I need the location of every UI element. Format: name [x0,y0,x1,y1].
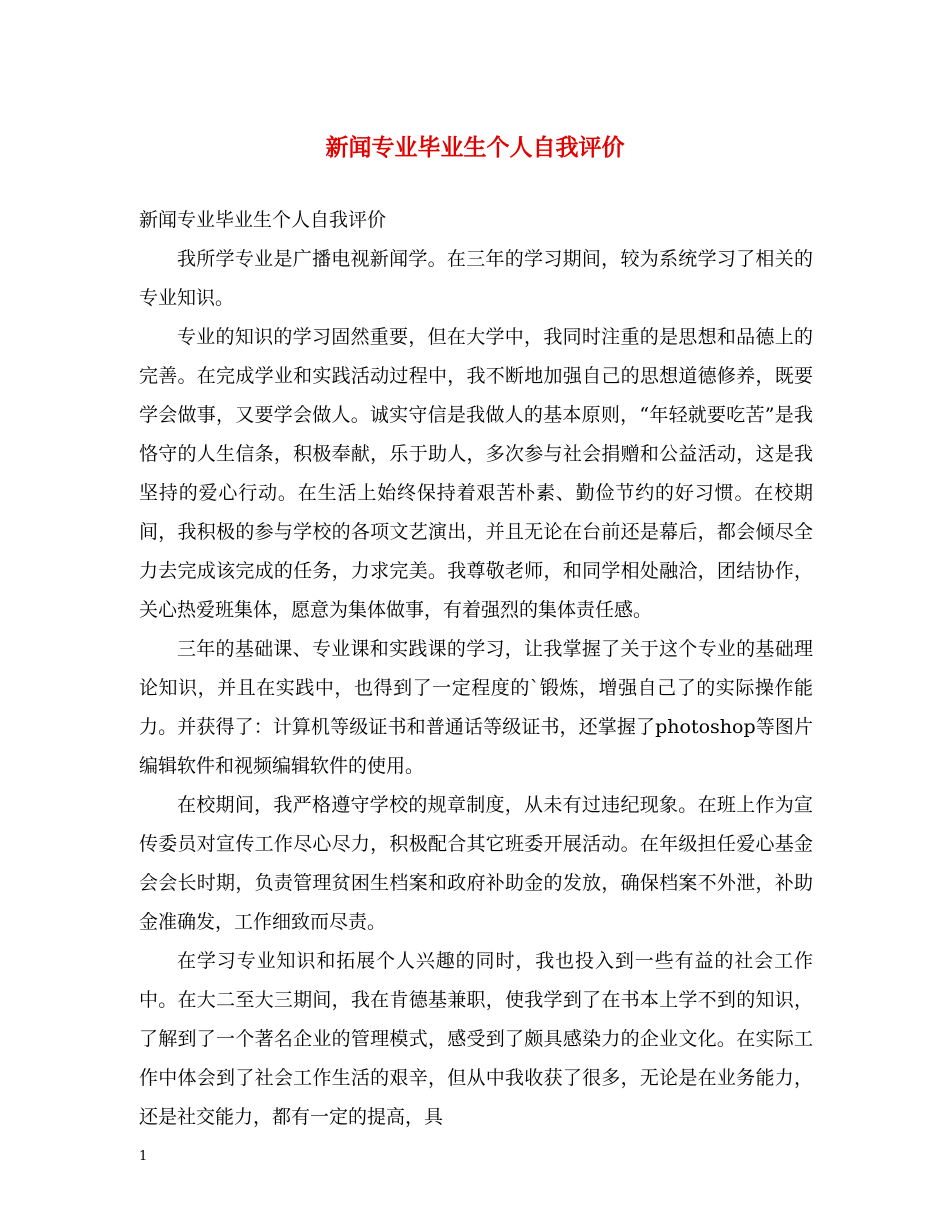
paragraph-courses: 三年的基础课、专业课和实践课的学习，让我掌握了关于这个专业的基础理论知识，并且在实践中，也得到了一定程度的`锻炼，增强自己了的实际操作能力。并获得了：计算机等级证书和普通话等级证书，还掌握了photoshop等图片编辑软件和视频编辑软件的使用。 [139,638,813,777]
document-subheading: 新闻专业毕业生个人自我评价 [139,209,387,231]
paragraph-study: 我所学专业是广播电视新闻学。在三年的学习期间，较为系统学习了相关的专业知识。 [139,248,813,309]
paragraph-social-work: 在学习专业知识和拓展个人兴趣的同时，我也投入到一些有益的社会工作中。在大二至大三期间，我在肯德基兼职，使我学到了在书本上学不到的知识，了解到了一个著名企业的管理模式，感受到了颇具感染力的企业文化。在实际工作中体会到了社会工作生活的艰辛，但从中我收获了很多，无论是在业务能力，还是社交能力，都有一定的提高，具 [139,950,813,1128]
page-number: 1 [139,1149,148,1164]
paragraph-discipline: 在校期间，我严格遵守学校的规章制度，从未有过违纪现象。在班上作为宣传委员对宣传工作尽心尽力，积极配合其它班委开展活动。在年级担任爱心基金会会长时期，负责管理贫困生档案和政府补助金的发放，确保档案不外泄，补助金准确发，工作细致而尽责。 [139,794,813,933]
document-title: 新闻专业毕业生个人自我评价 [325,134,625,161]
document-body [139,201,813,1137]
paragraph-character: 专业的知识的学习固然重要，但在大学中，我同时注重的是思想和品德上的完善。在完成学业和实践活动过程中，我不断地加强自己的思想道德修养，既要学会做事，又要学会做人。诚实守信是我做人的基本原则，“年轻就要吃苦”是我恪守的人生信条，积极奉献，乐于助人，多次参与社会捐赠和公益活动，这是我坚持的爱心行动。在生活上始终保持着艰苦朴素、勤俭节约的好习惯。在校期间，我积极的参与学校的各项文艺演出，并且无论在台前还是幕后，都会倾尽全力去完成该完成的任务，力求完美。我尊敬老师，和同学相处融洽，团结协作，关心热爱班集体，愿意为集体做事，有着强烈的集体责任感。 [139,326,813,621]
